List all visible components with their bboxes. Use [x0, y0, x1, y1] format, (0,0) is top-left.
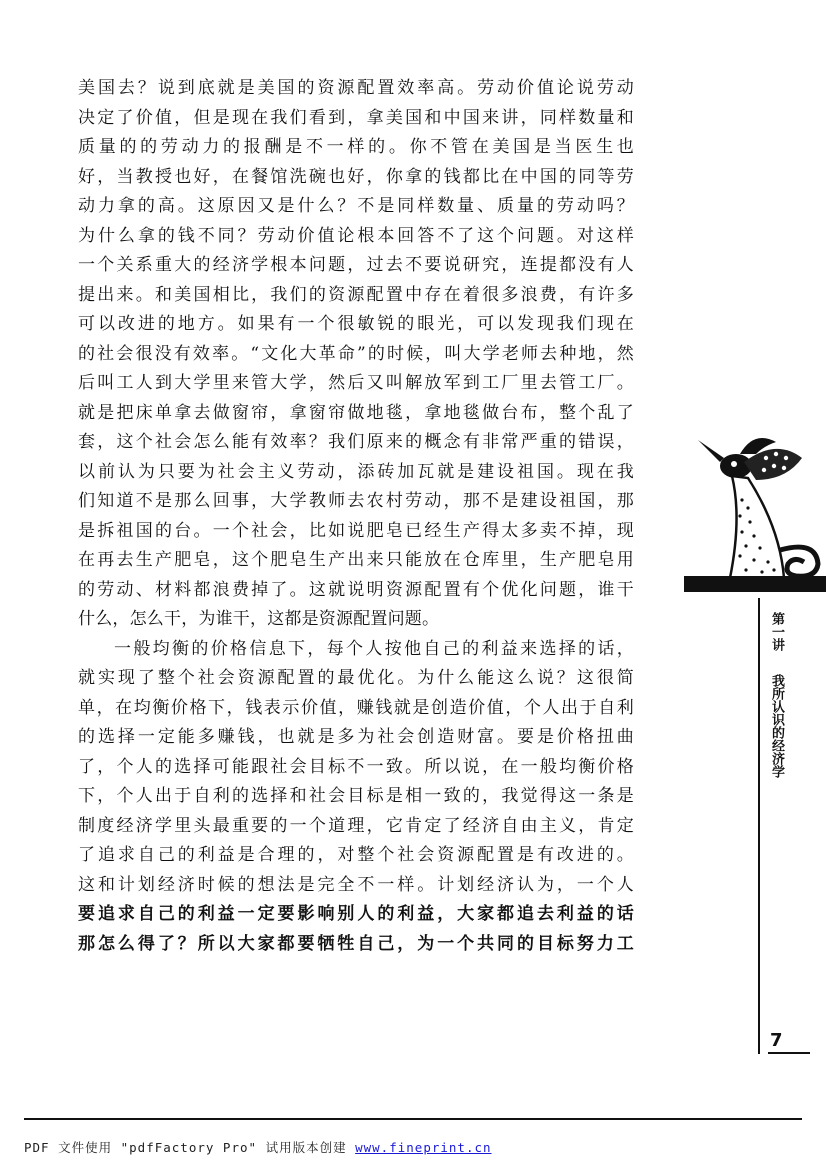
- text-line: 们知道不是那么回事，大学教师去农村劳动，那不是建设祖国，那: [78, 491, 634, 511]
- text-line: 的劳动、材料都浪费掉了。这就说明资源配置有个优化问题，谁干: [78, 579, 634, 600]
- text-line: 为什么拿的钱不同？劳动价值论根本回答不了这个问题。对这样: [78, 225, 634, 246]
- text-line: 美国去？说到底就是美国的资源配置效率高。劳动价值论说劳动: [78, 78, 634, 98]
- text-line: 动力拿的高。这原因又是什么？不是同样数量、质量的劳动吗？: [78, 196, 634, 216]
- text-line: 的社会很没有效率。“文化大革命”的时候，叫大学老师去种地，然: [78, 343, 634, 364]
- text-line: 可以改进的地方。如果有一个很敏锐的眼光，可以发现我们现在: [78, 314, 634, 334]
- text-line: 套，这个社会怎么能有效率？我们原来的概念有非常严重的错误，: [78, 432, 634, 452]
- text-line: 那怎么得了？所以大家都要牺牲自己，为一个共同的目标努力工: [78, 933, 634, 954]
- footer-link[interactable]: www.fineprint.cn: [355, 1140, 492, 1155]
- text-line: 的选择一定能多赚钱，也就是多为社会创造财富。要是价格扭曲: [78, 727, 634, 747]
- page-number: 7: [768, 1030, 810, 1054]
- text-line: 就实现了整个社会资源配置的最优化。为什么能这么说？这很简: [78, 668, 634, 688]
- text-line: 决定了价值，但是现在我们看到，拿美国和中国来讲，同样数量和: [78, 107, 634, 128]
- text-line: 制度经济学里头最重要的一个道理，它肯定了经济自由主义，肯定: [78, 815, 634, 836]
- text-line: 是拆祖国的台。一个社会，比如说肥皂已经生产得太多卖不掉，现: [78, 520, 634, 541]
- text-line: 什么，怎么干，为谁干，这都是资源配置问题。: [78, 609, 440, 629]
- text-line: 在再去生产肥皂，这个肥皂生产出来只能放在仓库里，生产肥皂用: [78, 550, 634, 570]
- text-line: 好，当教授也好，在餐馆洗碗也好，你拿的钱都比在中国的同等劳: [78, 166, 634, 187]
- text-line: 以前认为只要为社会主义劳动，添砖加瓦就是建设祖国。现在我: [78, 461, 634, 482]
- text-line: 要追求自己的利益一定要影响别人的利益，大家都追去利益的话: [78, 904, 634, 924]
- sidebar-rule: [758, 598, 760, 1054]
- text-line: 就是把床单拿去做窗帘，拿窗帘做地毯，拿地毯做台布，整个乱了: [78, 402, 634, 423]
- text-line: 质量的的劳动力的报酬是不一样的。你不管在美国是当医生也: [78, 137, 634, 157]
- text-line: 一般均衡的价格信息下，每个人按他自己的利益来选择的话，: [114, 638, 634, 659]
- body-text: [78, 74, 634, 959]
- text-line: 这和计划经济时候的想法是完全不一样。计划经济认为，一个人: [78, 874, 634, 895]
- text-line: 后叫工人到大学里来管大学，然后又叫解放军到工厂里去管工厂。: [78, 373, 634, 393]
- text-line: 下，个人出于自利的选择和社会目标是相一致的，我觉得这一条是: [78, 786, 634, 806]
- text-line: 一个关系重大的经济学根本问题，过去不要说研究，连提都没有人: [78, 255, 634, 275]
- footer-rule: [24, 1118, 802, 1120]
- text-line: 了，个人的选择可能跟社会目标不一致。所以说，在一般均衡价格: [78, 756, 634, 777]
- text-line: 单，在均衡价格下，钱表示价值，赚钱就是创造价值，个人出于自利: [78, 697, 634, 718]
- chapter-label: 第一讲: [769, 612, 784, 651]
- chapter-title: 我所认识的经济学: [769, 674, 784, 778]
- footer: [24, 1138, 492, 1156]
- text-line: 了追求自己的利益是合理的，对整个社会资源配置是有改进的。: [78, 845, 634, 865]
- footer-text: PDF 文件使用 "pdfFactory Pro" 试用版本创建: [24, 1140, 347, 1155]
- text-line: 提出来。和美国相比，我们的资源配置中存在着很多浪费，有许多: [78, 284, 634, 305]
- bird-illustration: [684, 428, 826, 598]
